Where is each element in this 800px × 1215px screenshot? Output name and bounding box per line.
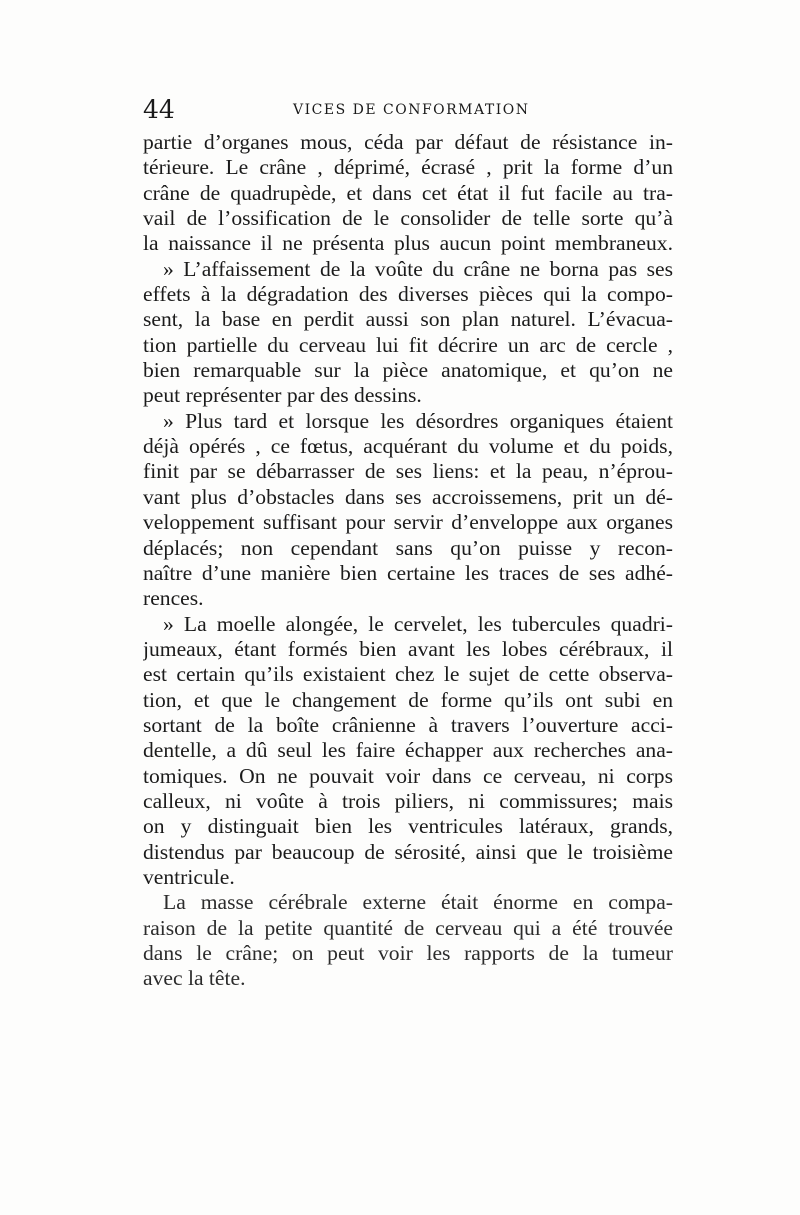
text-line: finit par se débarrasser de ses liens: et la peau, n’éprou- <box>143 459 673 484</box>
text-line: vail de l’ossification de le consolider de telle sorte qu’à <box>143 206 673 231</box>
text-line: La masse cérébrale externe était énorme en compa- <box>163 890 673 915</box>
text-line: avec la tête. <box>143 966 246 991</box>
text-line: tomiques. On ne pouvait voir dans ce cerveau, ni corps <box>143 763 673 788</box>
text-line: raison de la petite quantité de cerveau qui a été trouvée <box>143 915 673 940</box>
text-line: sent, la base en perdit aussi son plan naturel. L’évacua- <box>143 307 673 332</box>
body-text <box>143 130 673 992</box>
running-title: VICES DE CONFORMATION <box>293 102 530 118</box>
text-line: tion, et que le changement de forme qu’ils ont subi en <box>143 687 673 712</box>
text-line: naître d’une manière bien certaine les traces de ses adhé- <box>143 560 673 585</box>
paragraph-1 <box>143 130 673 257</box>
running-header <box>143 94 671 126</box>
text-line: peut représenter par des dessins. <box>143 383 422 408</box>
text-line: jumeaux, étant formés bien avant les lobes cérébraux, il <box>143 636 673 661</box>
paragraph-5 <box>143 890 673 991</box>
paragraph-2 <box>143 257 673 409</box>
text-line: rences. <box>143 586 204 611</box>
text-line: vant plus d’obstacles dans ses accroissemens, prit un dé- <box>143 484 673 509</box>
text-line: dentelle, a dû seul les faire échapper aux recherches ana- <box>143 738 673 763</box>
text-line: calleux, ni voûte à trois piliers, ni commissures; mais <box>143 788 673 813</box>
text-line: bien remarquable sur la pièce anatomique, et qu’on ne <box>143 358 673 383</box>
text-line: partie d’organes mous, céda par défaut de résistance in- <box>143 130 673 154</box>
text-line: la naissance il ne présenta plus aucun point membraneux. <box>143 231 673 256</box>
paragraph-3 <box>143 409 673 612</box>
text-line: » L’affaissement de la voûte du crâne ne borna pas ses <box>163 256 673 281</box>
text-line: dans le crâne; on peut voir les rapports de la tumeur <box>143 941 673 965</box>
text-line: veloppement suffisant pour servir d’enveloppe aux organes <box>143 510 673 535</box>
text-line: ventricule. <box>143 864 235 889</box>
text-line: déplacés; non cependant sans qu’on puisse y recon- <box>143 535 673 560</box>
text-line: on y distinguait bien les ventricules latéraux, grands, <box>143 814 673 839</box>
text-line: distendus par beaucoup de sérosité, ainsi que le troisième <box>143 839 673 864</box>
text-line: crâne de quadrupède, et dans cet état il fut facile au tra- <box>143 180 673 205</box>
text-line: térieure. Le crâne , déprimé, écrasé , prit la forme d’un <box>143 155 673 180</box>
text-line: » La moelle alongée, le cervelet, les tubercules quadri- <box>163 611 673 636</box>
paragraph-4 <box>143 612 673 891</box>
text-line: » Plus tard et lorsque les désordres organiques étaient <box>163 408 673 433</box>
text-line: effets à la dégradation des diverses pièces qui la compo- <box>143 282 673 307</box>
text-line: sortant de la boîte crânienne à travers l’ouverture acci- <box>143 712 673 737</box>
text-line: déjà opérés , ce fœtus, acquérant du volume et du poids, <box>143 434 673 459</box>
text-line: tion partielle du cerveau lui fit décrire un arc de cercle , <box>143 332 673 357</box>
text-line: est certain qu’ils existaient chez le sujet de cette observa- <box>143 662 673 687</box>
page-number: 44 <box>143 95 175 124</box>
